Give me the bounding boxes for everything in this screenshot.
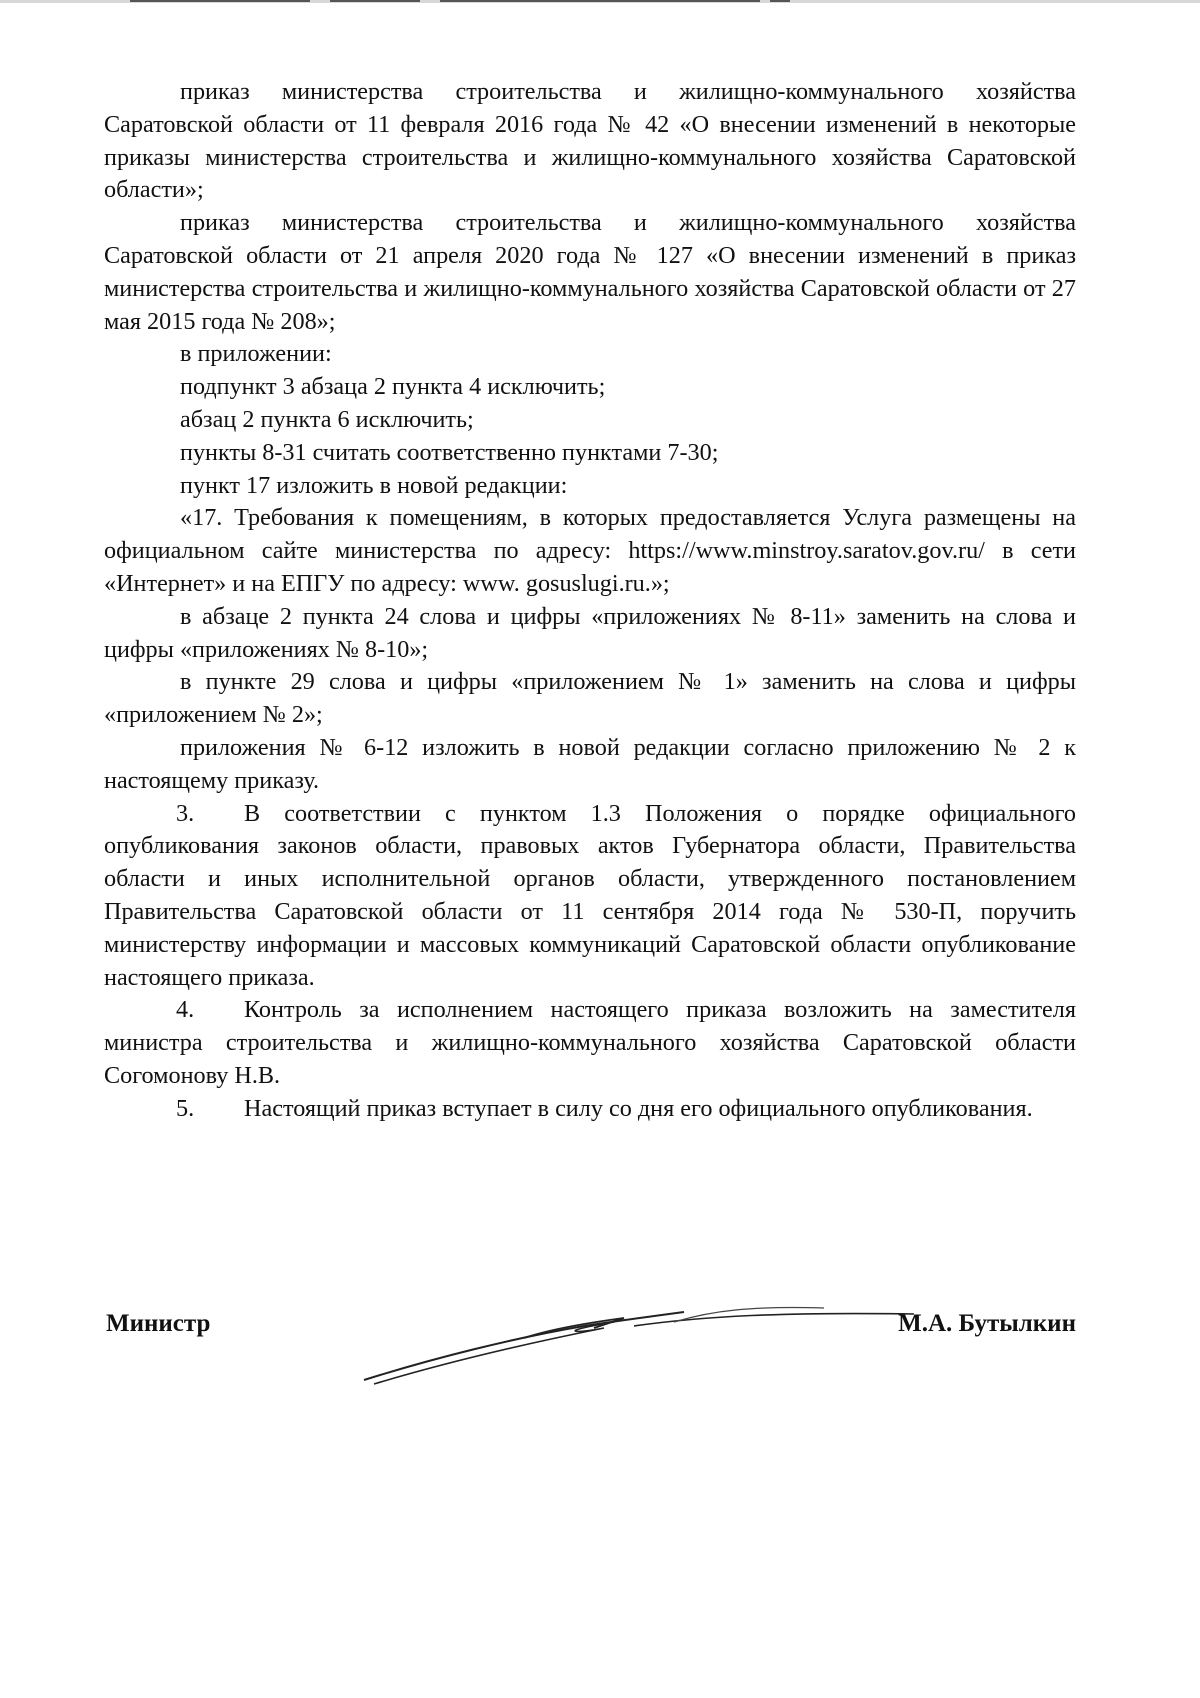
paragraph-order-2016: приказ министерства строительства и жилищно-коммунального хозяйства Саратовской области от 11 февраля 2016 года № 42 «О внесении изменений в некоторые приказы министерства строительства и жилищно-коммунального хозяйства Саратовской области»; [104,78,1076,204]
paragraph-in-appendix: в приложении: [180,340,332,368]
paragraph-item-17: пункт 17 изложить в новой редакции: [180,471,568,499]
paragraph-appendices: приложения № 6-12 изложить в новой редакции согласно приложению № 2 к настоящему приказу. [104,733,1076,794]
paragraph-item-24: в абзаце 2 пункта 24 слова и цифры «приложениях № 8-11» заменить на слова и цифры «приложениях № 8-10»; [104,602,1076,663]
numbered-item-3 [104,798,1076,995]
numbered-item-5 [104,1093,1076,1126]
item-number: 3. [176,799,195,827]
paragraph-abzac-2: абзац 2 пункта 6 исключить; [180,405,474,433]
paragraph-item-17-text: «17. Требования к помещениям, в которых предоставляется Услуга размещены на официальном сайте министерства по адресу: https://www.minstroy.saratov.gov.ru/ в сети «Интернет» и на ЕПГУ по адресу: www. gosuslugi.ru.»; [104,504,1076,597]
paragraph-item-29: в пункте 29 слова и цифры «приложением № 1» заменить на слова и цифры «приложением № 2»; [104,668,1076,729]
signatory-title: Министр [106,1310,211,1337]
signatory-name: М.А. Бутылкин [898,1310,1076,1337]
item-number: 4. [176,996,195,1024]
item-text: В соответствии с пунктом 1.3 Положения о порядке официального опубликования законов области, правовых актов Губернатора области, Правительства области и иных исполнительной органов области, утвержденного постановлением Правительства Саратовской области от 11 сентября 2014 года № 530-П, поручить министерству информации и массовых коммуникаций Саратовской области опубликование настоящего приказа. [104,799,1076,991]
item-text: Настоящий приказ вступает в силу со дня его официального опубликования. [244,1094,1033,1122]
item-text: Контроль за исполнением настоящего приказа возложить на заместителя министра строительства и жилищно-коммунального хозяйства Саратовской области Согомонову Н.В. [104,996,1076,1089]
paragraph-order-2020: приказ министерства строительства и жилищно-коммунального хозяйства Саратовской области от 21 апреля 2020 года № 127 «О внесении изменений в приказ министерства строительства и жилищно-коммунального хозяйства Саратовской области от 27 мая 2015 года № 208»; [104,209,1076,335]
document-body [104,76,1076,1126]
item-number: 5. [176,1094,195,1122]
signature-block [104,1306,1076,1396]
scan-edge [0,0,1200,3]
numbered-item-4 [104,994,1076,1092]
paragraph-renumber: пункты 8-31 считать соответственно пунктами 7-30; [180,438,719,466]
paragraph-subitem-3: подпункт 3 абзаца 2 пункта 4 исключить; [180,373,606,401]
